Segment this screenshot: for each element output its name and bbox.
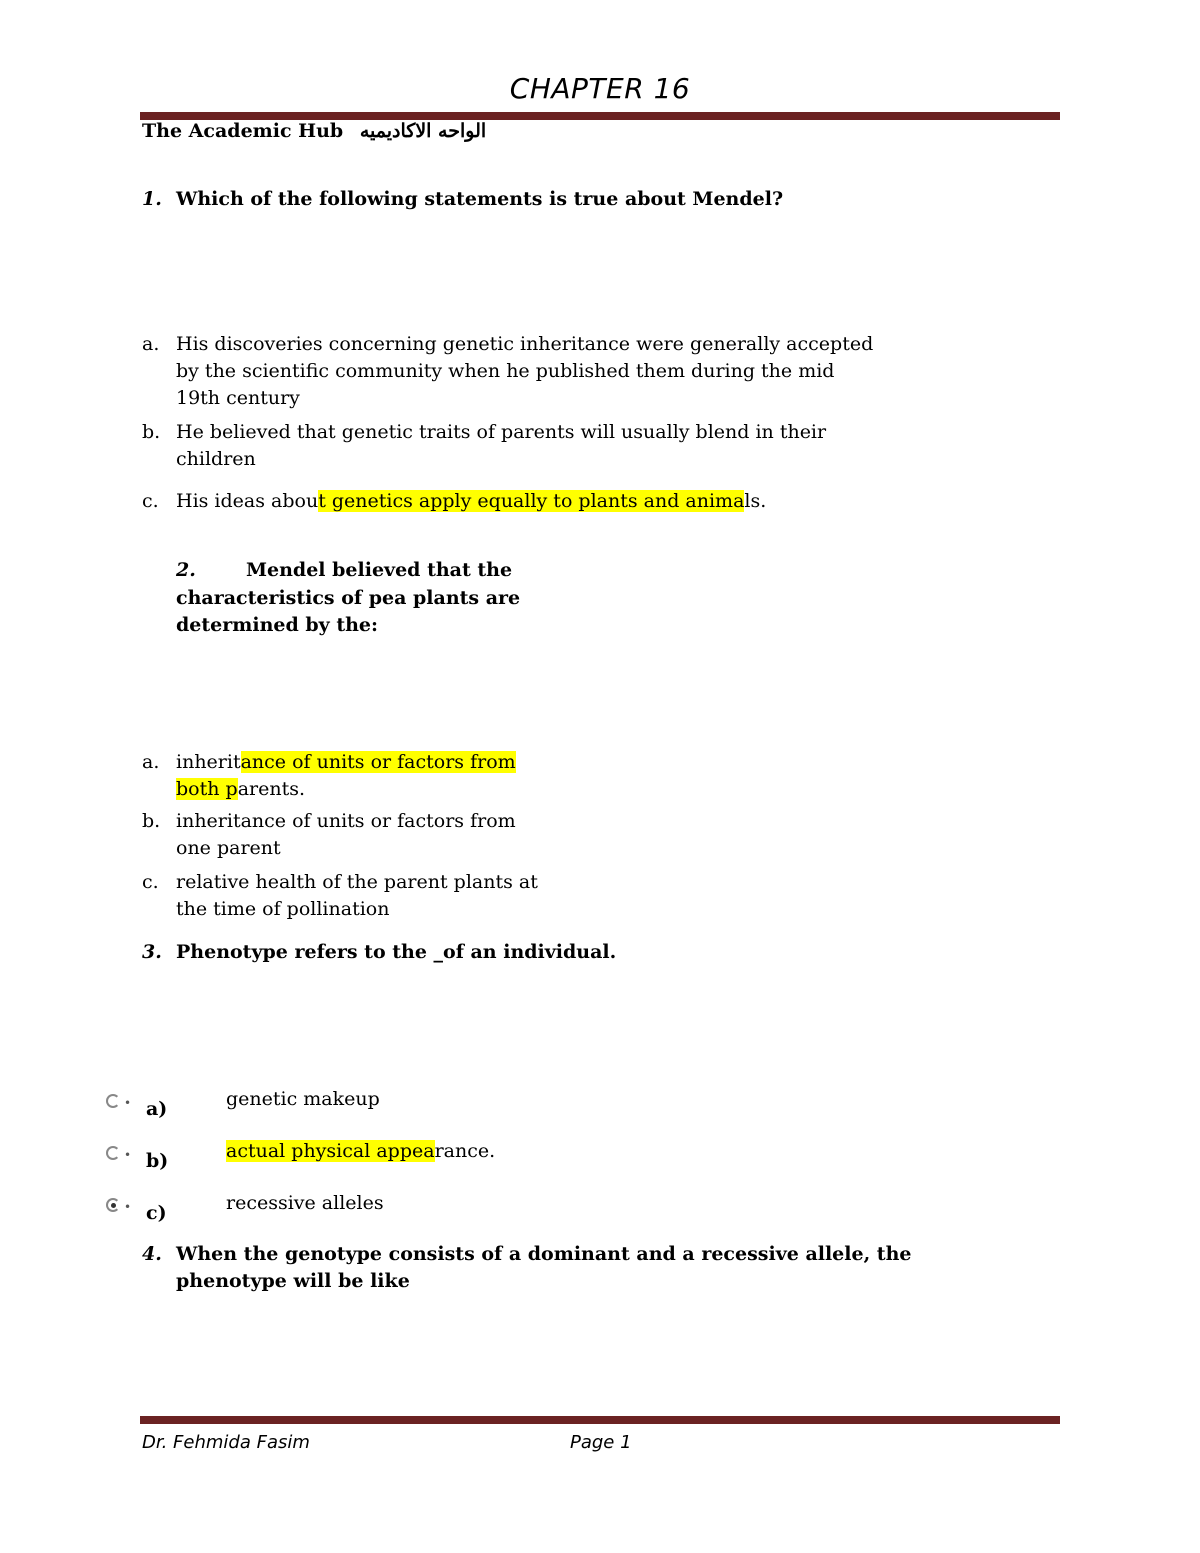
q2-option-c: [142, 869, 742, 925]
bullet-dot: •: [124, 1096, 132, 1110]
header-rule: [140, 112, 1060, 120]
radio-button[interactable]: [106, 1094, 120, 1108]
option-line: by the scientific community when he published them during the mid: [176, 360, 835, 382]
question-text: Phenotype refers to the _of an individual.: [176, 941, 617, 963]
question-number: 3.: [142, 941, 162, 963]
q1-option-b: [142, 419, 1042, 475]
option-line: one parent: [176, 837, 281, 859]
text-run: rance.: [434, 1140, 496, 1162]
highlighted-answer: t genetics apply equally to plants and anima: [318, 490, 745, 512]
radio-button-selected[interactable]: [106, 1198, 120, 1212]
option-text: [176, 331, 873, 412]
q3-option-b[interactable]: [106, 1140, 606, 1176]
option-letter: b.: [142, 810, 161, 832]
option-line: children: [176, 448, 256, 470]
text-run: ls.: [744, 490, 767, 512]
option-letter: c.: [142, 490, 159, 512]
question-text: [176, 1241, 912, 1295]
chapter-title: CHAPTER 16: [509, 72, 691, 105]
bullet-dot: •: [124, 1200, 132, 1214]
option-line: 19th century: [176, 387, 300, 409]
option-text: [176, 488, 766, 515]
option-line: relative health of the parent plants at: [176, 871, 538, 893]
option-letter: a.: [142, 751, 160, 773]
question-text-line: Mendel believed that the: [246, 559, 513, 581]
highlighted-answer: ance of units or factors from: [240, 751, 516, 773]
question-number: 4.: [142, 1243, 162, 1265]
option-text: genetic makeup: [226, 1088, 380, 1110]
option-text: [176, 869, 538, 923]
question-4: [142, 1241, 1042, 1297]
option-text: [226, 1140, 495, 1162]
q3-option-c[interactable]: [106, 1192, 606, 1228]
option-text: [176, 749, 516, 803]
question-1: [142, 186, 1042, 213]
option-letter: b.: [142, 421, 161, 443]
question-text-line: characteristics of pea plants are: [176, 587, 521, 609]
option-text: [176, 419, 826, 473]
option-letter: a): [146, 1098, 168, 1120]
bullet-dot: •: [124, 1148, 132, 1162]
question-number: 1.: [142, 188, 162, 210]
q1-option-c: [142, 488, 1042, 515]
highlighted-answer: actual physical appea: [226, 1140, 435, 1162]
option-line: the time of pollination: [176, 898, 390, 920]
academic-hub-label: [142, 120, 486, 142]
text-run: inherit: [176, 751, 241, 773]
option-line: His discoveries concerning genetic inheritance were generally accepted: [176, 333, 874, 355]
highlighted-answer: both p: [176, 778, 238, 800]
q3-option-a[interactable]: [106, 1088, 606, 1124]
q2-option-a: [142, 749, 742, 805]
footer-rule: [140, 1416, 1060, 1424]
question-text-line: determined by the:: [176, 614, 379, 636]
option-letter: b): [146, 1150, 169, 1172]
radio-button[interactable]: [106, 1146, 120, 1160]
question-text-line: phenotype will be like: [176, 1270, 410, 1292]
hub-english: The Academic Hub: [142, 120, 344, 142]
option-line: inheritance of units or factors from: [176, 810, 516, 832]
hub-arabic: الواحه الاكاديميه: [359, 120, 487, 142]
question-3: [142, 939, 1042, 966]
text-run: arents.: [237, 778, 306, 800]
question-number: 2.: [176, 559, 196, 581]
text-run: His ideas abou: [176, 490, 319, 512]
footer-page-number: Page 1: [570, 1432, 632, 1453]
question-text: Which of the following statements is true about Mendel?: [176, 188, 784, 210]
option-text: recessive alleles: [226, 1192, 384, 1214]
question-text-line: When the genotype consists of a dominant and a recessive allele, the: [176, 1243, 912, 1265]
q1-option-a: [142, 331, 1042, 415]
option-letter: c): [146, 1202, 167, 1224]
footer-author: Dr. Fehmida Fasim: [142, 1432, 310, 1453]
option-letter: c.: [142, 871, 159, 893]
q2-option-b: [142, 808, 742, 864]
question-2: [176, 557, 576, 641]
option-letter: a.: [142, 333, 160, 355]
option-line: He believed that genetic traits of parents will usually blend in their: [176, 421, 827, 443]
option-text: [176, 808, 516, 862]
